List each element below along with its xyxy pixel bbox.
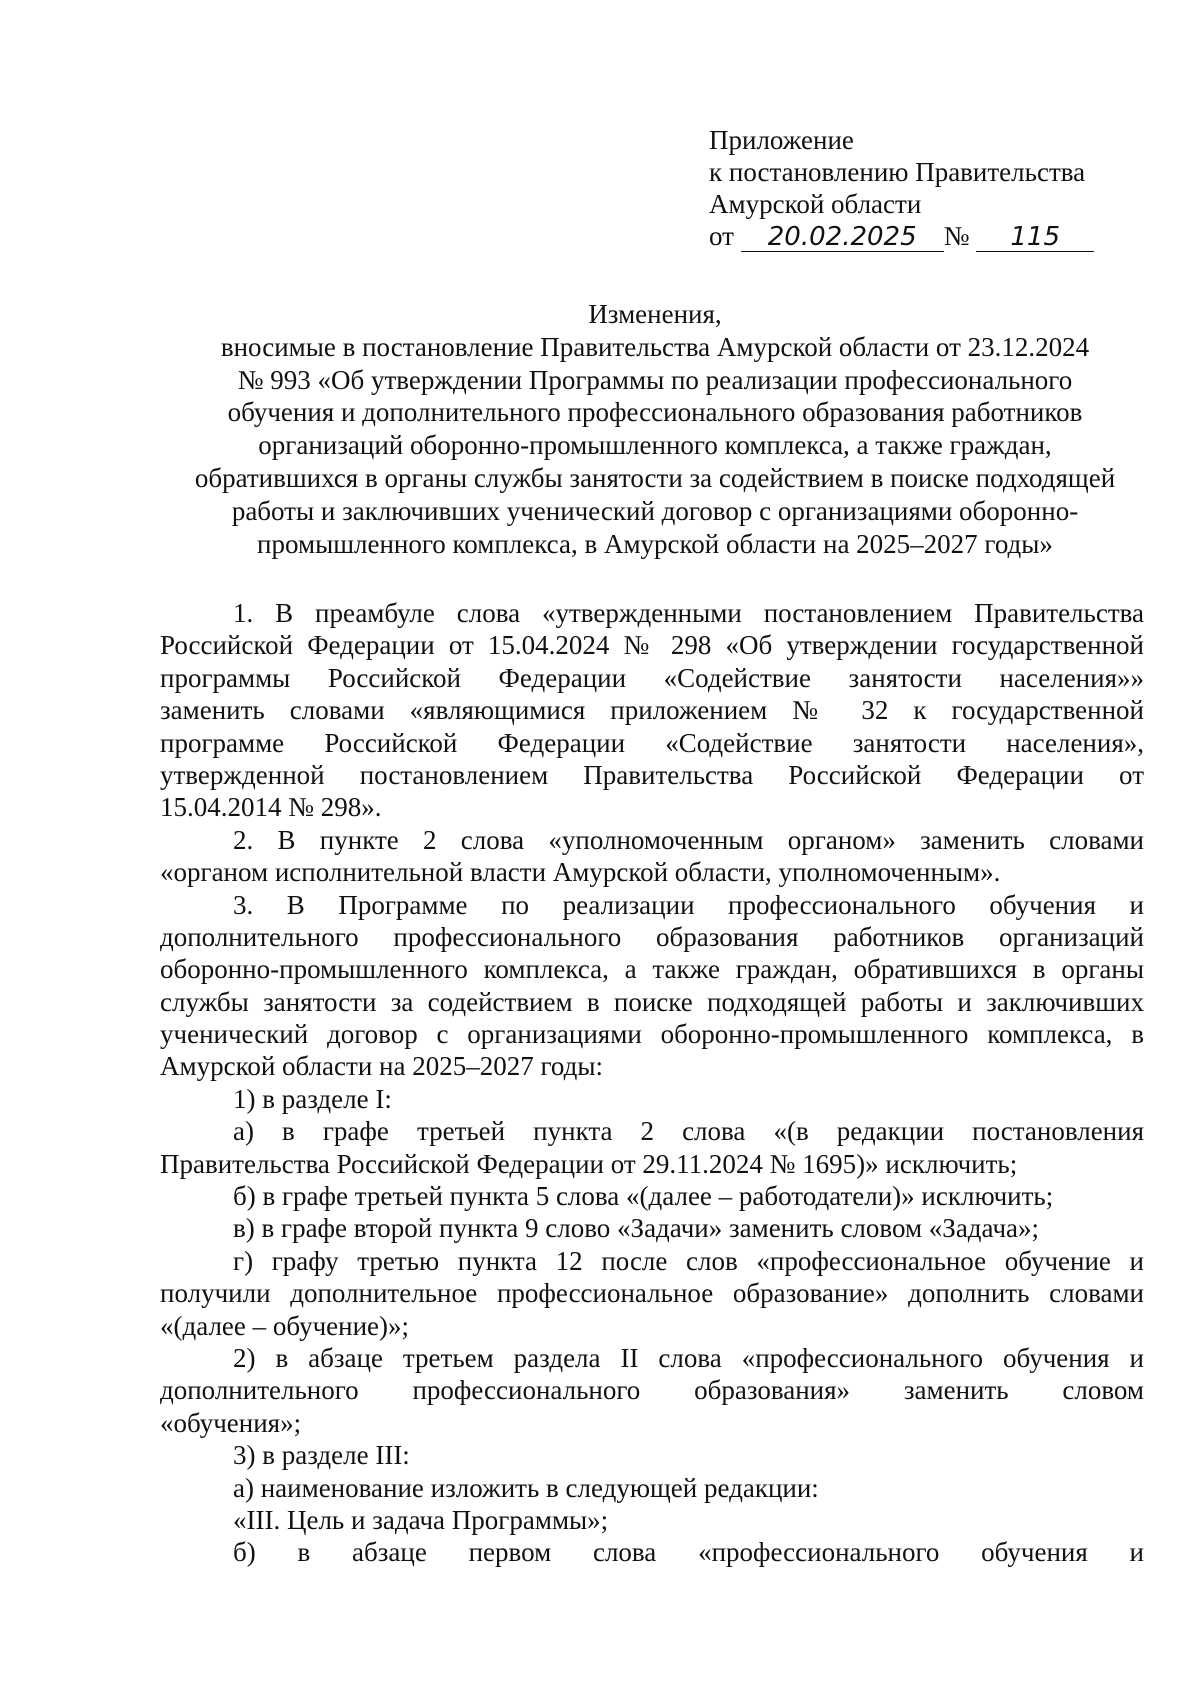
appendix-line: Приложение — [709, 125, 854, 155]
title-line: обучения и дополнительного профессионального образования работников — [227, 397, 1083, 428]
body-line: 2. В пункте 2 слова «уполномоченным органом» заменить словами — [233, 824, 1144, 855]
handwritten-date: 20.02.2025 — [741, 223, 944, 252]
document-title — [160, 298, 1150, 560]
body-line: Российской Федерации от 15.04.2024 № 298 «Об утверждении государственной — [160, 630, 1144, 661]
body-line: ученический договор с организациями оборонно-промышленного комплекса, в — [160, 1019, 1144, 1050]
body-line: 3) в разделе III: — [233, 1440, 410, 1471]
appendix-block — [709, 124, 1094, 252]
body-line: службы занятости за содействием в поиске подходящей работы и заключивших — [160, 986, 1144, 1017]
body-line: «обучения»; — [160, 1407, 302, 1438]
body-line: дополнительного профессионального образования» заменить словом — [160, 1375, 1144, 1406]
body-line: г) графу третью пункта 12 после слов «профессиональное обучение и — [233, 1245, 1144, 1276]
body-line: б) в графе третьей пункта 5 слова «(далее – работодатели)» исключить; — [233, 1181, 1054, 1212]
body-line: в) в графе второй пункта 9 слово «Задачи» заменить словом «Задача»; — [233, 1213, 1040, 1244]
body-line: утвержденной постановлением Правительства Российской Федерации от — [160, 759, 1144, 790]
body-line: программе Российской Федерации «Содействие занятости населения», — [160, 727, 1144, 758]
body-line: а) наименование изложить в следующей редакции: — [233, 1472, 819, 1503]
date-prefix: от — [709, 221, 734, 251]
number-sign: № — [943, 221, 970, 251]
body-line: заменить словами «являющимися приложением № 32 к государственной — [160, 695, 1144, 726]
handwritten-number: 115 — [976, 223, 1094, 252]
body-line: получили дополнительное профессиональное образование» дополнить словами — [160, 1278, 1144, 1309]
document-body — [160, 597, 1144, 1569]
body-line: 1. В преамбуле слова «утвержденными постановлением Правительства — [233, 598, 1144, 628]
title-line: № 993 «Об утверждении Программы по реализации профессионального — [237, 364, 1073, 395]
body-line: б) в абзаце первом слова «профессионального обучения и — [233, 1537, 1144, 1568]
appendix-line: Амурской области — [709, 189, 922, 219]
title-line: обратившихся в органы службы занятости за содействием в поиске подходящей — [194, 462, 1116, 493]
title-line: организаций оборонно-промышленного комплекса, а также граждан, — [258, 430, 1052, 461]
body-line: 15.04.2014 № 298». — [160, 792, 382, 823]
body-line: Амурской области на 2025–2027 годы: — [160, 1051, 603, 1082]
title-line: работы и заключивших ученический договор с организациями оборонно- — [231, 495, 1079, 526]
title-line: вносимые в постановление Правительства Амурской области от 23.12.2024 — [220, 331, 1090, 362]
body-line: «(далее – обучение)»; — [160, 1310, 410, 1341]
appendix-date-line — [709, 220, 1094, 252]
body-line: 3. В Программе по реализации профессионального обучения и — [233, 889, 1144, 920]
title-line: Изменения, — [588, 299, 722, 329]
body-line: «органом исполнительной власти Амурской области, уполномоченным». — [160, 857, 1001, 888]
body-line: а) в графе третьей пункта 2 слова «(в редакции постановления — [233, 1116, 1144, 1147]
body-line: дополнительного профессионального образования работников организаций — [160, 921, 1144, 952]
body-line: 2) в абзаце третьем раздела II слова «профессионального обучения и — [233, 1342, 1144, 1373]
body-line: 1) в разделе I: — [233, 1083, 392, 1114]
body-line: Правительства Российской Федерации от 29.11.2024 № 1695)» исключить; — [160, 1148, 1018, 1179]
body-line: оборонно-промышленного комплекса, а также граждан, обратившихся в органы — [160, 954, 1144, 985]
appendix-line: к постановлению Правительства — [709, 157, 1086, 187]
body-line: программы Российской Федерации «Содействие занятости населения»» — [160, 662, 1144, 693]
title-line: промышленного комплекса, в Амурской области на 2025–2027 годы» — [257, 528, 1053, 559]
body-line: «III. Цель и задача Программы»; — [233, 1504, 609, 1535]
